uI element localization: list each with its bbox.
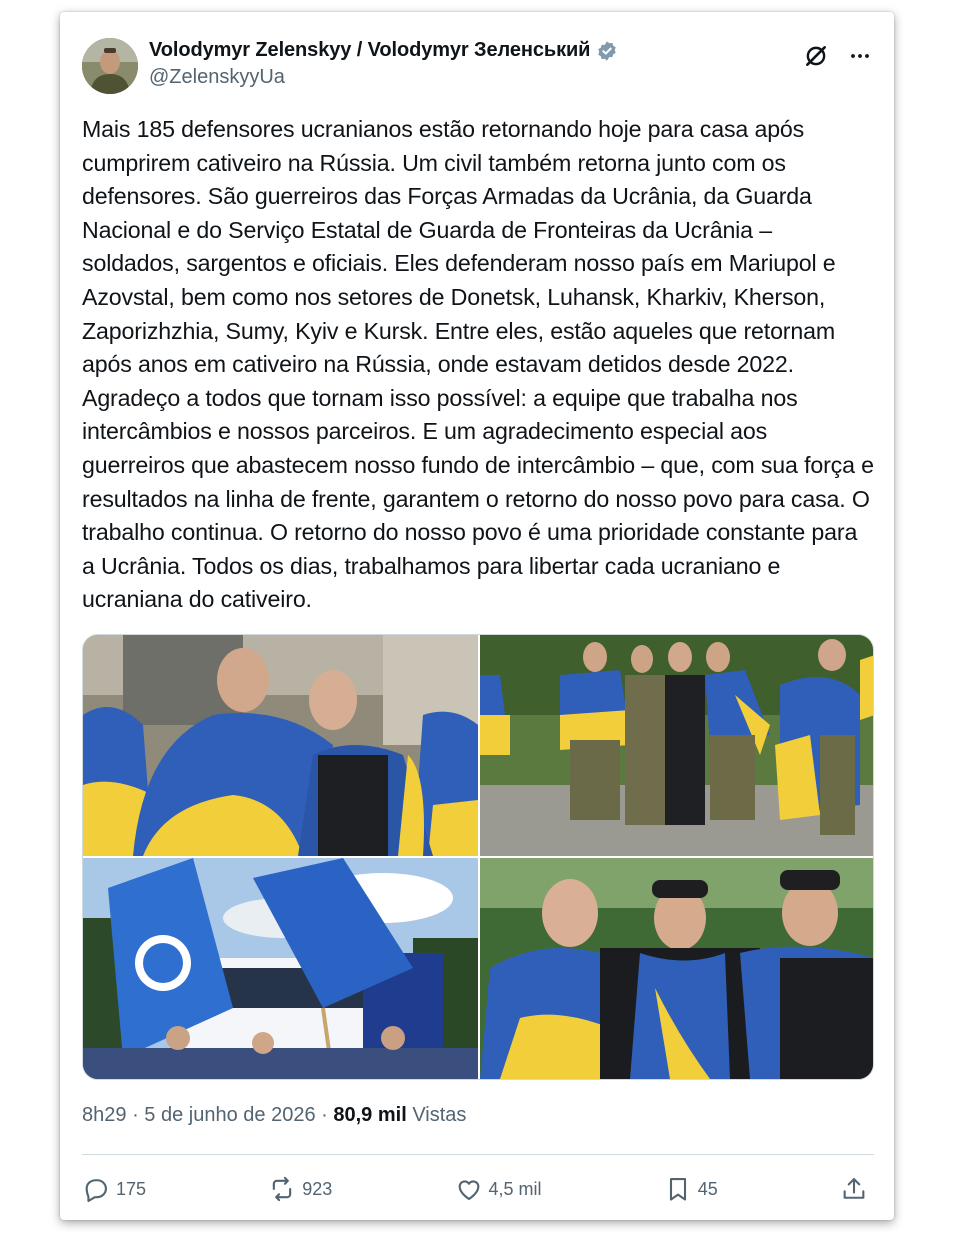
bookmark-count: 45 <box>697 1178 718 1199</box>
author-avatar[interactable] <box>82 38 138 94</box>
share-button[interactable] <box>840 1175 868 1203</box>
share-icon <box>840 1175 868 1203</box>
post-text: Mais 185 defensores ucranianos estão retornando hoje para casa após cumprirem cativeiro na Rússia. Um civil também retorna junto com os defensores. São guerreiros das Forças Armadas da Ucrânia, da Guarda Nacional e do Serviço Estatal de Guarda de Fronteiras da Ucrânia – soldados, sargentos e oficiais. Eles defenderam nosso país em Mariupol e Azovstal, bem como nos setores de Donetsk, Luhansk, Kharkiv, Kherson, Zaporizhzhia, Sumy, Kyiv e Kursk. Entre eles, estão aqueles que retornam após anos em cativeiro na Rússia, onde estavam detidos desde 2022. Agradeço a todos que tornam isso possível: a equipe que trabalha nos intercâmbios e nossos parceiros. E um agradecimento especial aos guerreiros que abastecem nosso fundo de intercâmbio – que, com sua força e resultados na linha de frente, garantem o retorno do nosso povo para casa. O trabalho continua. O retorno do nosso povo é uma prioridade constante para a Ucrânia. Todos os dias, trabalhamos para libertar cada ucraniano e ucraniana do cativeiro. <box>82 116 874 613</box>
post-header <box>82 36 874 96</box>
meta-separator: · <box>321 1104 328 1126</box>
more-options-icon[interactable] <box>846 42 874 70</box>
actions-divider <box>82 1154 874 1155</box>
avatar-image <box>82 38 138 94</box>
post-photo-3[interactable] <box>83 858 478 1079</box>
verified-badge-icon[interactable] <box>596 40 618 62</box>
author-display-name[interactable]: Volodymyr Zelenskyy / Volodymyr Зеленський <box>149 39 591 61</box>
author-handle[interactable]: @ZelenskyyUa <box>149 66 285 88</box>
post-meta <box>82 1104 466 1127</box>
post-date[interactable]: 5 de junho de 2026 <box>144 1104 316 1126</box>
bookmark-icon <box>664 1175 692 1203</box>
meta-separator: · <box>132 1104 139 1126</box>
repost-icon <box>268 1175 296 1203</box>
post-top-actions <box>802 42 874 70</box>
reply-button[interactable] <box>82 1175 146 1203</box>
like-count: 4,5 mil <box>488 1178 542 1199</box>
post-photo-4[interactable] <box>480 858 874 1079</box>
post-card <box>60 12 894 1220</box>
post-time[interactable]: 8h29 <box>82 1104 127 1126</box>
post-photo-1[interactable] <box>83 635 478 856</box>
views-count[interactable]: 80,9 mil <box>333 1104 407 1126</box>
author-info <box>149 39 618 89</box>
like-button[interactable] <box>455 1175 542 1203</box>
repost-count: 923 <box>302 1178 333 1199</box>
reply-count: 175 <box>116 1178 147 1199</box>
post-media-grid <box>82 634 874 1080</box>
views-label: Vistas <box>412 1104 467 1126</box>
post-photo-2[interactable] <box>480 635 874 856</box>
heart-icon <box>455 1175 483 1203</box>
bookmark-button[interactable] <box>664 1175 718 1203</box>
repost-button[interactable] <box>268 1175 332 1203</box>
post-actions-bar <box>82 1172 874 1206</box>
grok-icon[interactable] <box>802 42 830 70</box>
reply-icon <box>82 1175 110 1203</box>
